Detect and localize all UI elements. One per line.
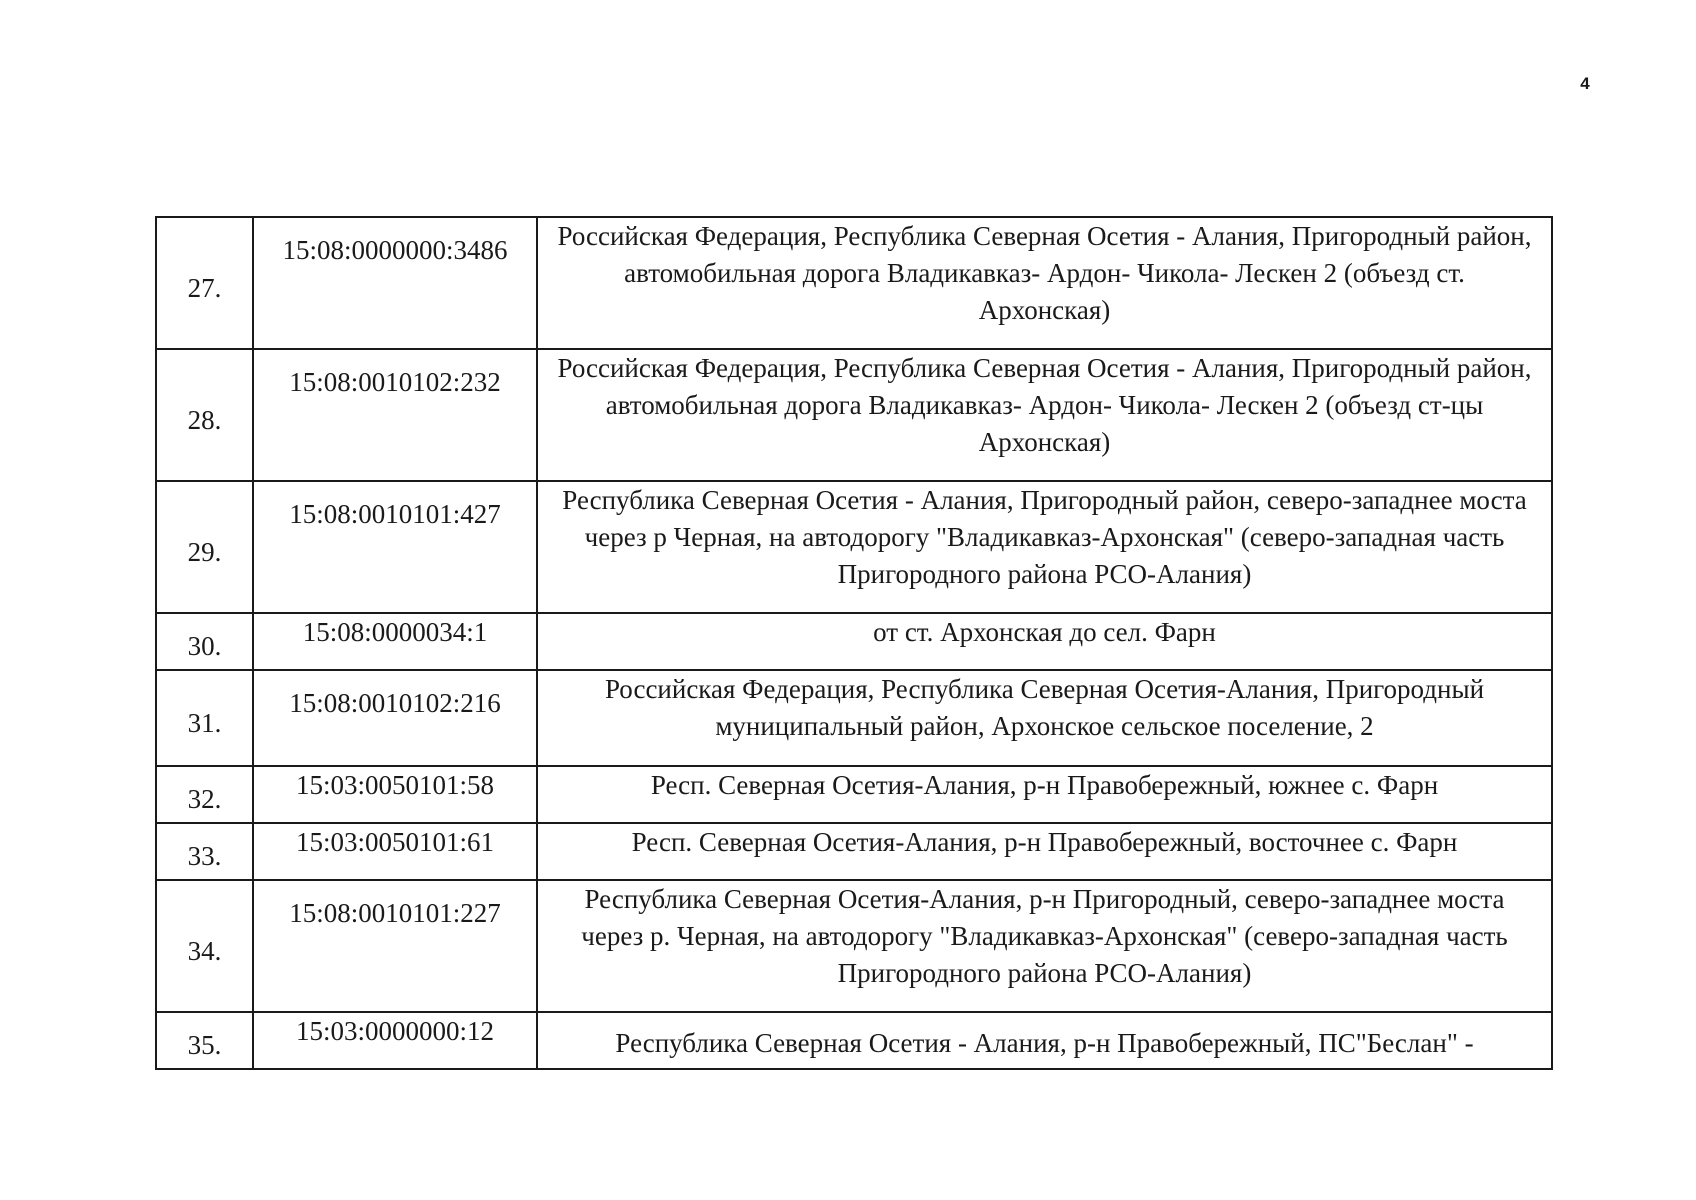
row-number: 34.	[156, 880, 253, 1012]
table-row	[156, 766, 1552, 823]
row-number: 33.	[156, 823, 253, 880]
land-plot-table	[155, 216, 1553, 1070]
row-number: 32.	[156, 766, 253, 823]
table-row	[156, 880, 1552, 1012]
cadastral-number: 15:08:0010102:216	[253, 670, 537, 766]
address-cell: от ст. Архонская до сел. Фарн	[537, 613, 1552, 670]
address-cell: Республика Северная Осетия-Алания, р-н Пригородный, северо-западнее моста через р. Черная, на автодорогу "Владикавказ-Архонская" (северо-западная часть Пригородного района РСО-Алания)	[537, 880, 1552, 1012]
address-cell: Респ. Северная Осетия-Алания, р-н Правобережный, южнее с. Фарн	[537, 766, 1552, 823]
table-row	[156, 481, 1552, 613]
address-cell: Российская Федерация, Республика Северная Осетия - Алания, Пригородный район, автомобильная дорога Владикавказ- Ардон- Чикола- Лескен 2 (объезд ст. Архонская)	[537, 217, 1552, 349]
address-cell: Российская Федерация, Республика Северная Осетия-Алания, Пригородный муниципальный район, Архонское сельское поселение, 2	[537, 670, 1552, 766]
cadastral-number: 15:08:0010101:227	[253, 880, 537, 1012]
cadastral-number: 15:08:0000000:3486	[253, 217, 537, 349]
address-cell: Республика Северная Осетия - Алания, Пригородный район, северо-западнее моста через р Черная, на автодорогу "Владикавказ-Архонская" (северо-западная часть Пригородного района РСО-Алания)	[537, 481, 1552, 613]
page-number: 4	[1580, 74, 1590, 93]
row-number: 31.	[156, 670, 253, 766]
cadastral-number: 15:08:0010101:427	[253, 481, 537, 613]
row-number: 27.	[156, 217, 253, 349]
table-row	[156, 670, 1552, 766]
address-cell: Республика Северная Осетия - Алания, р-н Правобережный, ПС"Беслан" -	[537, 1012, 1552, 1069]
row-number: 28.	[156, 349, 253, 481]
table-row	[156, 349, 1552, 481]
cadastral-number: 15:03:0000000:12	[253, 1012, 537, 1069]
table-row	[156, 613, 1552, 670]
row-number: 29.	[156, 481, 253, 613]
table-row	[156, 1012, 1552, 1069]
cadastral-number: 15:03:0050101:58	[253, 766, 537, 823]
address-cell: Респ. Северная Осетия-Алания, р-н Правобережный, восточнее с. Фарн	[537, 823, 1552, 880]
row-number: 30.	[156, 613, 253, 670]
row-number: 35.	[156, 1012, 253, 1069]
cadastral-number: 15:03:0050101:61	[253, 823, 537, 880]
table-row	[156, 217, 1552, 349]
cadastral-number: 15:08:0000034:1	[253, 613, 537, 670]
cadastral-number: 15:08:0010102:232	[253, 349, 537, 481]
address-cell: Российская Федерация, Республика Северная Осетия - Алания, Пригородный район, автомобильная дорога Владикавказ- Ардон- Чикола- Лескен 2 (объезд ст-цы Архонская)	[537, 349, 1552, 481]
table-row	[156, 823, 1552, 880]
